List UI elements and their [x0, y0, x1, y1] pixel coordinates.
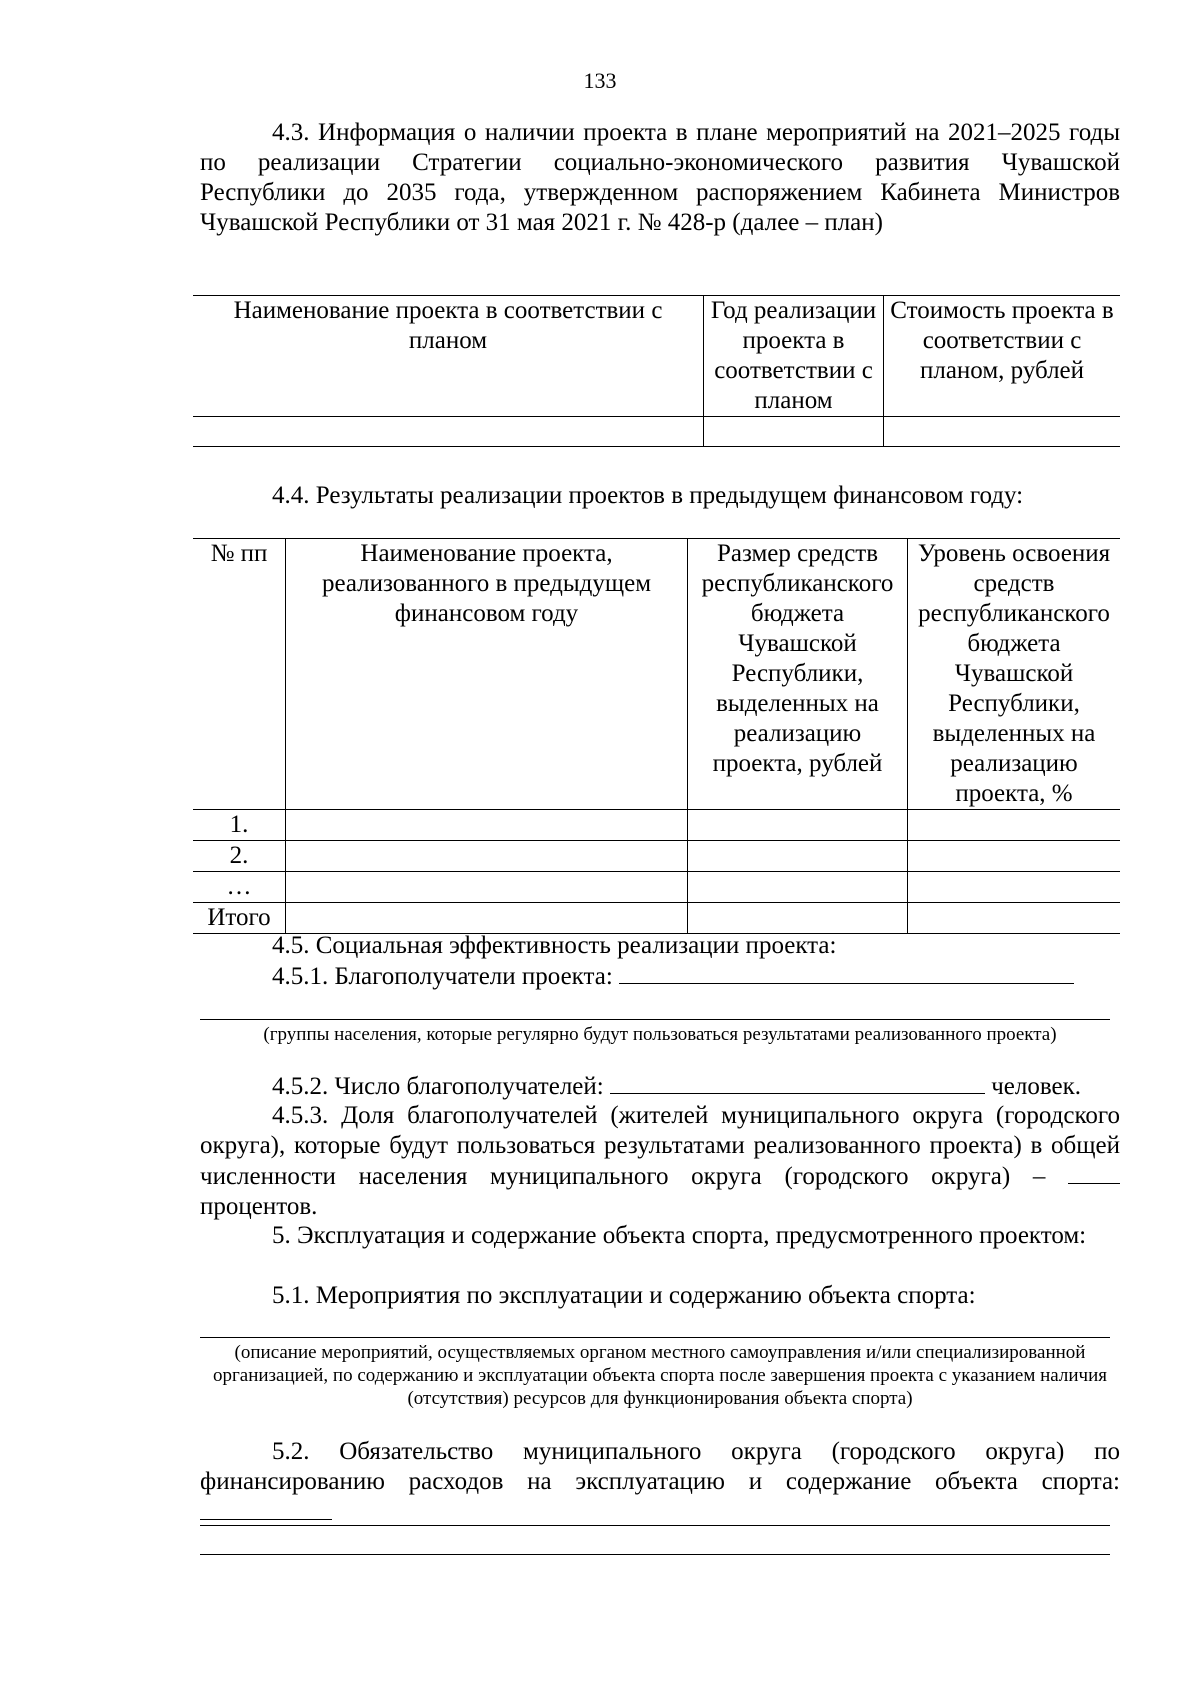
section-4-3-text: 4.3. Информация о наличии проекта в плане мероприятий на 2021–2025 годы по реализации Стратегии социально-экономического развития Чувашской Республики до 2035 года, утвержденном распоряжением Кабинета Министров Чувашской Республики от 31 мая 2021 г. № 428-р (далее – план)	[200, 119, 1120, 236]
plan-table	[193, 295, 1120, 447]
obligation-blank-line-2	[200, 1554, 1110, 1555]
obligation-blank	[200, 1497, 332, 1520]
measures-note: (описание мероприятий, осуществляемых органом местного самоуправления и/или специализированной организацией, по содержанию и эксплуатации объекта спорта после завершения проекта с указанием наличия (отсутствия) ресурсов для функционирования объекта спорта)	[212, 1342, 1108, 1409]
table-cell	[286, 872, 688, 903]
results-table-header-level: Уровень освоения средств республиканского бюджета Чувашской Республики, выделенных на реализацию проекта, %	[908, 539, 1121, 810]
results-table-header-funds: Размер средств республиканского бюджета Чувашской Республики, выделенных на реализацию проекта, рублей	[688, 539, 908, 810]
beneficiaries-blank-line	[200, 1019, 1110, 1020]
table-cell	[286, 841, 688, 872]
table-row	[193, 810, 1120, 841]
section-4-5-1-label: 4.5.1. Благополучатели проекта:	[272, 963, 613, 990]
page-number: 133	[583, 68, 617, 93]
section-4-5-1-line	[272, 961, 1074, 992]
table-cell	[688, 872, 908, 903]
table-cell	[688, 810, 908, 841]
table-cell	[688, 903, 908, 934]
table-cell	[908, 872, 1121, 903]
row-total: Итого	[193, 903, 286, 934]
section-4-4-heading: 4.4. Результаты реализации проектов в предыдущем финансовом году:	[272, 482, 1024, 509]
beneficiaries-blank	[619, 961, 1074, 984]
section-4-5-2-unit: человек.	[991, 1073, 1082, 1100]
table-row	[193, 903, 1120, 934]
plan-table-header-year: Год реализации проекта в соответствии с планом	[704, 296, 884, 417]
table-cell	[704, 417, 884, 447]
section-5-1-heading: 5.1. Мероприятия по эксплуатации и содержанию объекта спорта:	[272, 1282, 976, 1309]
section-4-5-3-text	[200, 1101, 1120, 1222]
row-number: 2.	[193, 841, 286, 872]
section-5-text: 5. Эксплуатация и содержание объекта спорта, предусмотренного проектом:	[272, 1222, 1087, 1249]
results-table	[193, 538, 1120, 934]
table-cell	[286, 903, 688, 934]
row-number: 1.	[193, 810, 286, 841]
table-cell	[286, 810, 688, 841]
table-row	[193, 841, 1120, 872]
section-4-5-3-label: 4.5.3. Доля благополучателей (жителей муниципального округа (городского округа), которые будут пользоваться результатами реализованного проекта) в общей численности населения муниципального округа (городского округа) –	[200, 1102, 1120, 1190]
share-blank	[1068, 1161, 1120, 1184]
table-cell	[884, 417, 1121, 447]
section-5-2-label: 5.2. Обязательство муниципального округа (городского округа) по финансированию расходов на эксплуатацию и содержание объекта спорта:	[200, 1438, 1120, 1495]
beneficiaries-note: (группы населения, которые регулярно будут пользоваться результатами реализованного проекта)	[263, 1024, 1057, 1045]
section-4-5-2-label: 4.5.2. Число благополучателей:	[272, 1073, 604, 1100]
table-cell	[908, 810, 1121, 841]
section-5-2-text	[200, 1437, 1120, 1528]
beneficiaries-count-blank	[610, 1071, 985, 1094]
table-cell	[908, 903, 1121, 934]
section-4-5-2-line	[272, 1071, 1081, 1102]
row-number: …	[193, 872, 286, 903]
table-row	[193, 417, 1120, 447]
table-row	[193, 872, 1120, 903]
plan-table-header-cost: Стоимость проекта в соответствии с планом, рублей	[884, 296, 1121, 417]
measures-blank-line	[200, 1337, 1110, 1338]
table-cell	[193, 417, 704, 447]
table-cell	[908, 841, 1121, 872]
results-table-header-number: № пп	[193, 539, 286, 810]
results-table-header-name: Наименование проекта, реализованного в предыдущем финансовом году	[286, 539, 688, 810]
section-4-5-3-unit: процентов.	[200, 1193, 318, 1220]
obligation-blank-line-1	[200, 1525, 1110, 1526]
table-cell	[688, 841, 908, 872]
plan-table-header-name: Наименование проекта в соответствии с планом	[193, 296, 704, 417]
section-4-5-heading: 4.5. Социальная эффективность реализации проекта:	[272, 932, 837, 959]
